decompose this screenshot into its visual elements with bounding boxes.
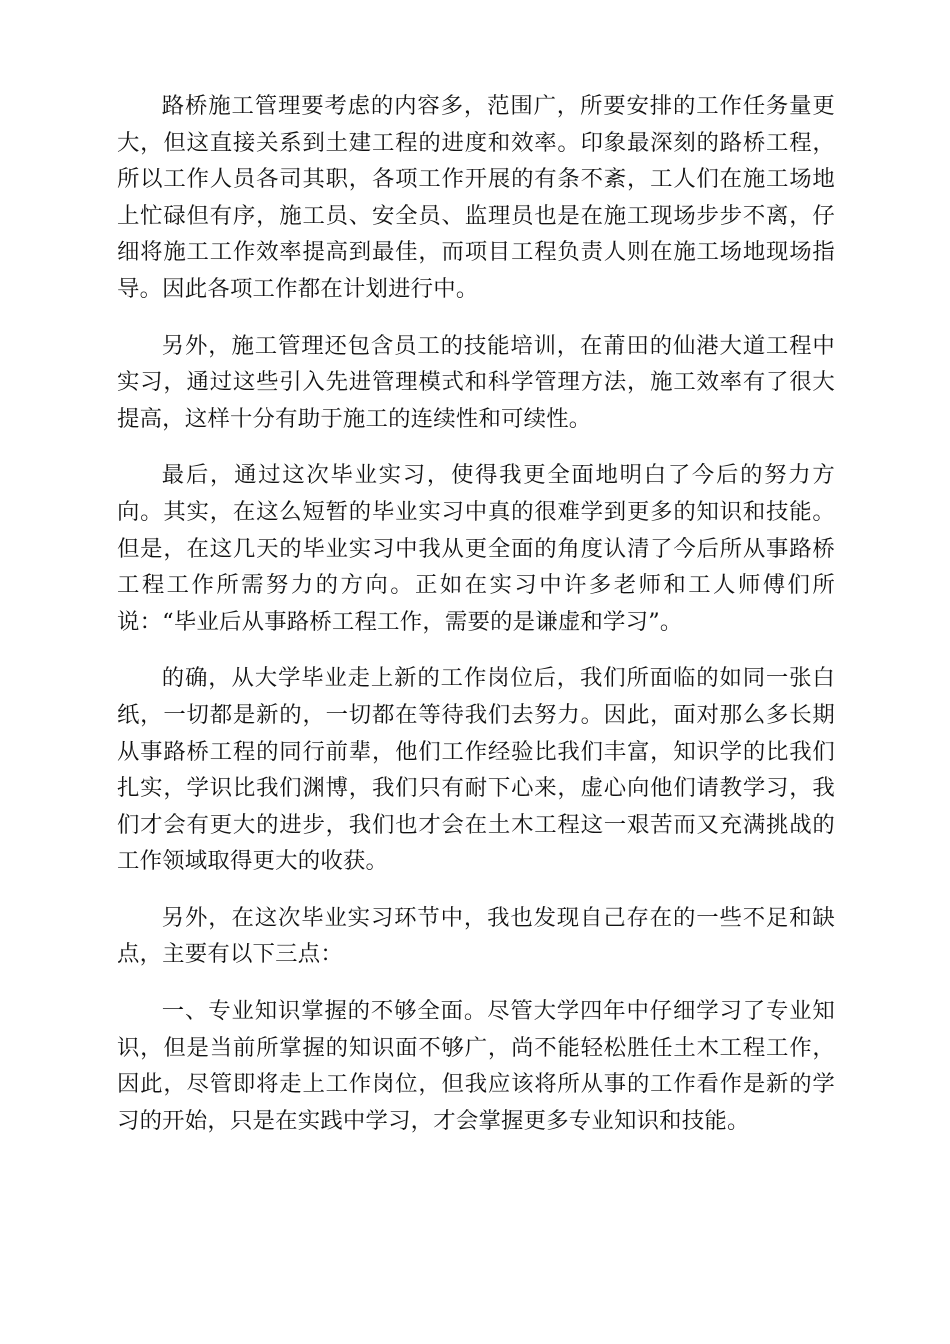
paragraph-internship-direction: 最后，通过这次毕业实习，使得我更全面地明白了今后的努力方向。其实，在这么短暂的毕业实习中真的很难学到更多的知识和技能。但是，在这几天的毕业实习中我从更全面的角度认清了今后所从事路桥工程工作所需努力的方向。正如在实习中许多老师和工人师傅们所说：“毕业后从事路桥工程工作，需要的是谦虚和学习”。 xyxy=(117,462,835,635)
paragraph-construction-management: 路桥施工管理要考虑的内容多，范围广，所要安排的工作任务量更大，但这直接关系到土建工程的进度和效率。印象最深刻的路桥工程，所以工作人员各司其职，各项工作开展的有条不紊，工人们在施工场地上忙碌但有序，施工员、安全员、监理员也是在施工现场步步不离，仔细将施工工作效率提高到最佳，而项目工程负责人则在施工场地现场指导。因此各项工作都在计划进行中。 xyxy=(117,93,835,302)
paragraph-new-job-learning: 的确，从大学毕业走上新的工作岗位后，我们所面临的如同一张白纸，一切都是新的，一切都在等待我们去努力。因此，面对那么多长期从事路桥工程的同行前辈，他们工作经验比我们丰富，知识学的比我们扎实，学识比我们渊博，我们只有耐下心来，虚心向他们请教学习，我们才会有更大的进步，我们也才会在土木工程这一艰苦而又充满挑战的工作领域取得更大的收获。 xyxy=(117,665,835,875)
paragraph-shortcoming-one: 一、专业知识掌握的不够全面。尽管大学四年中仔细学习了专业知识，但是当前所掌握的知识面不够广，尚不能轻松胜任土木工程工作，因此，尽管即将走上工作岗位，但我应该将所从事的工作看作是新的学习的开始，只是在实践中学习，才会掌握更多专业知识和技能。 xyxy=(117,998,835,1134)
paragraph-shortcomings-intro: 另外，在这次毕业实习环节中，我也发现自己存在的一些不足和缺点，主要有以下三点： xyxy=(117,904,835,968)
paragraph-skills-training: 另外，施工管理还包含员工的技能培训，在莆田的仙港大道工程中实习，通过这些引入先进管理模式和科学管理方法，施工效率有了很大提高，这样十分有助于施工的连续性和可续性。 xyxy=(117,332,835,432)
document-body xyxy=(117,88,835,1159)
